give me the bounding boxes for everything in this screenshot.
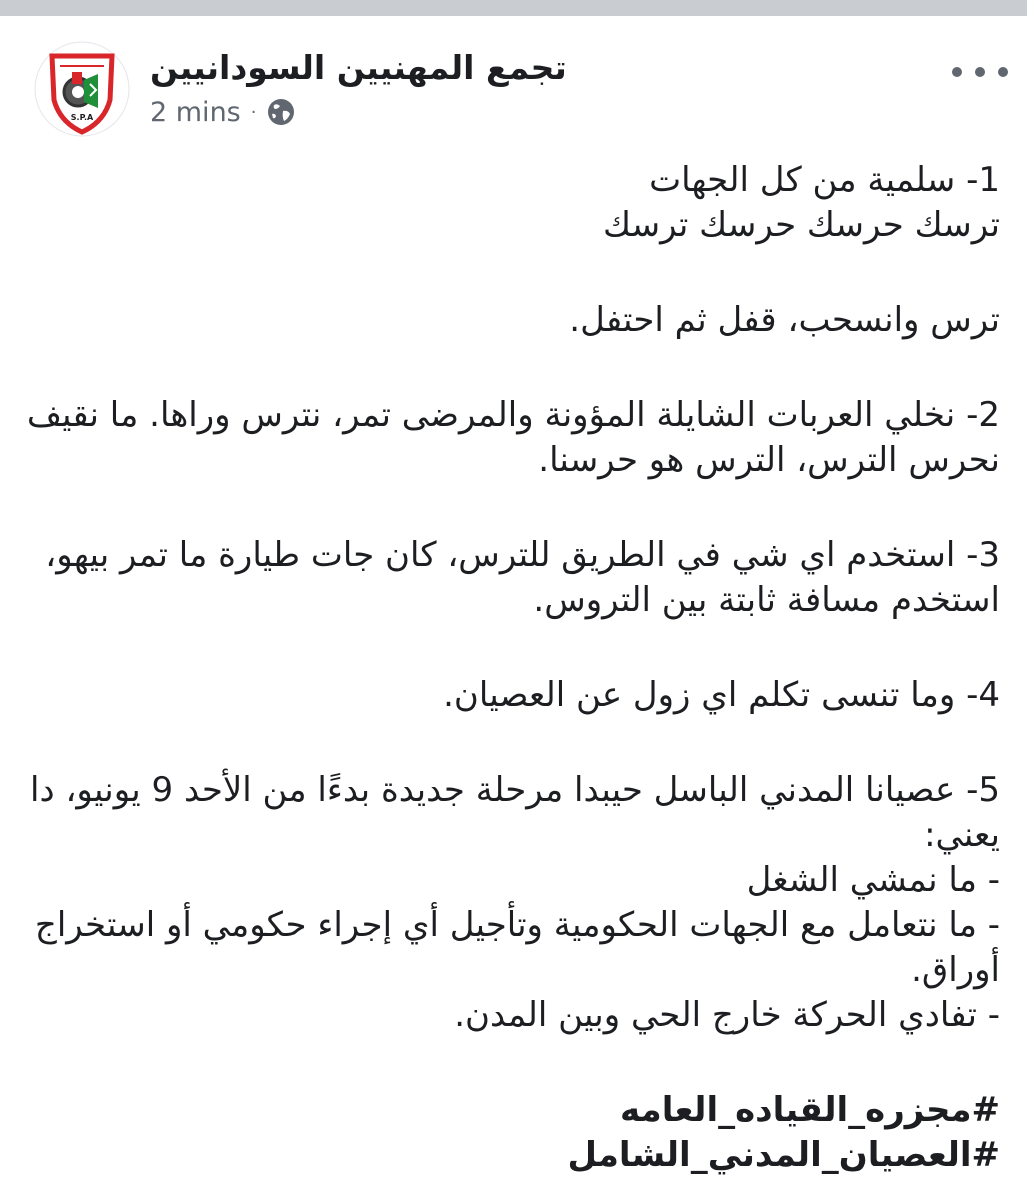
post-line: أوراق. [911,950,1000,990]
post-line: - ما نمشي الشغل [746,860,1000,900]
top-bar [0,0,1027,16]
more-dot [998,67,1008,77]
paragraph-gap [40,343,1000,393]
post-line: - تفادي الحركة خارج الحي وبين المدن. [454,995,1000,1035]
post-line: يعني: [924,815,1000,855]
post-time[interactable]: 2 mins [150,96,241,128]
more-dot [952,67,962,77]
meta-separator: · [250,101,257,123]
post-line: - ما نتعامل مع الجهات الحكومية وتأجيل أي إجراء حكومي أو استخراج [34,905,1000,945]
post-line: 2- نخلي العربات الشايلة المؤونة والمرضى تمر، نترس وراها. ما نقيف [26,395,1000,435]
post-meta [150,94,296,130]
post-line: ترس وانسحب، قفل ثم احتفل. [569,300,1000,340]
post-line: 3- استخدم اي شي في الطريق للترس، كان جات طيارة ما تمر بيهو، [45,535,1000,575]
paragraph-gap [40,623,1000,673]
post-line: ترسك حرسك حرسك ترسك [603,205,1000,245]
paragraph-gap [40,248,1000,298]
globe-icon[interactable] [266,97,296,127]
paragraph-gap [40,1038,1000,1088]
spa-logo [34,40,130,138]
post-line: استخدم مسافة ثابتة بين التروس. [533,580,1000,620]
post-line: 4- وما تنسى تكلم اي زول عن العصيان. [443,675,1000,715]
post-line: 5- عصيانا المدني الباسل حيبدا مرحلة جديدة بدءًا من الأحد 9 يونيو، دا [30,770,1000,810]
hashtag-link[interactable]: #العصيان_المدني_الشامل [567,1135,1000,1175]
hashtag-link[interactable]: #مجزره_القياده_العامه [620,1090,1000,1130]
post-text [26,158,1000,1178]
paragraph-gap [40,483,1000,533]
page-name[interactable]: تجمع المهنيين السودانيين [150,48,567,87]
paragraph-gap [40,718,1000,768]
logo-text: S.P.A [70,113,94,122]
more-dot [975,67,985,77]
page-avatar[interactable] [34,40,130,138]
post-line: نحرس الترس، الترس هو حرسنا. [538,440,1000,480]
more-options-icon[interactable] [952,58,1008,86]
post-line: 1- سلمية من كل الجهات [649,160,1000,200]
